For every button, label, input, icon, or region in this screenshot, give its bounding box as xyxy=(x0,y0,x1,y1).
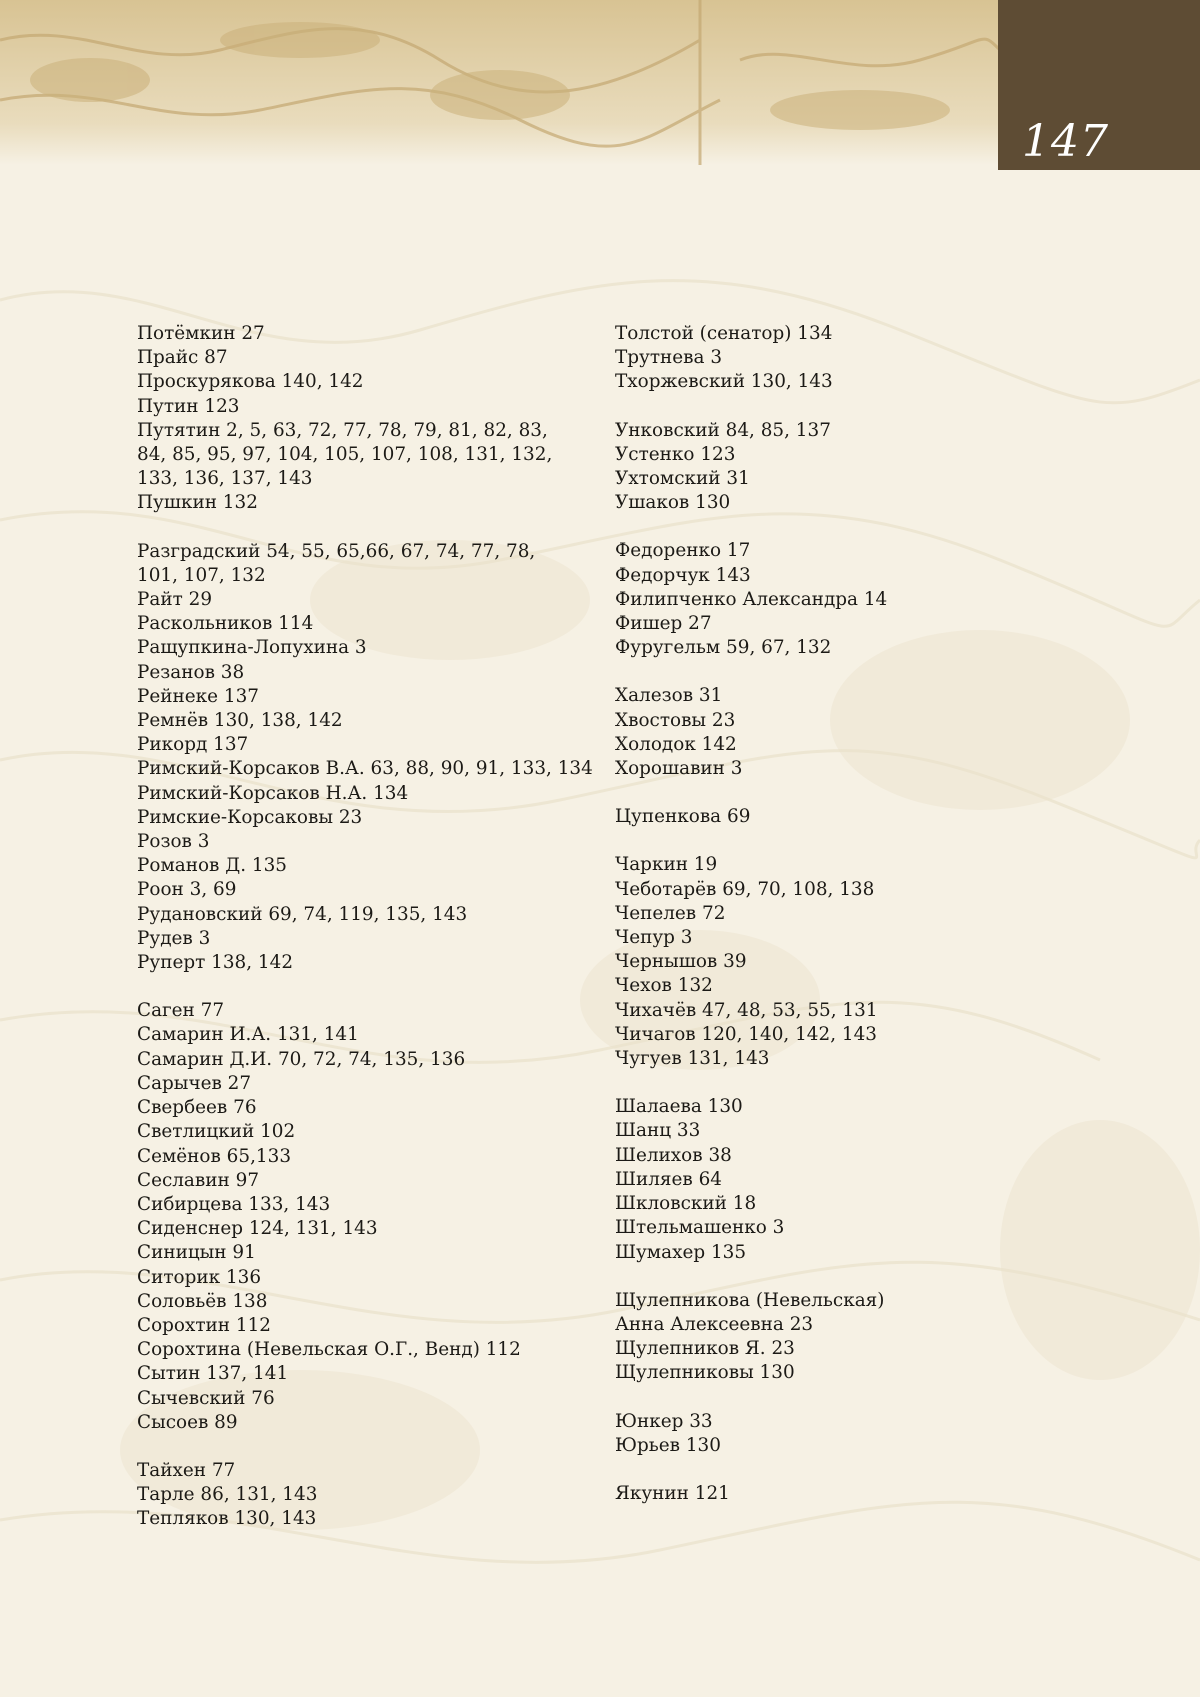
index-entry: Сеславин 97 xyxy=(137,1169,260,1191)
index-entry: Федорчук 143 xyxy=(615,564,751,586)
index-group xyxy=(615,419,1085,516)
index-entry: Римский-Корсаков Н.А. 134 xyxy=(137,782,409,804)
index-group xyxy=(615,1289,1085,1386)
index-group xyxy=(137,540,607,976)
index-entry: Ушаков 130 xyxy=(615,492,731,514)
index-entry: Анна Алексеевна 23 xyxy=(615,1313,814,1335)
index-entry: Юрьев 130 xyxy=(615,1434,721,1456)
index-entry: Ращупкина-Лопухина 3 xyxy=(137,637,367,659)
index-group xyxy=(615,853,1085,1071)
index-entry: Щулепникова (Невельская) xyxy=(615,1289,885,1311)
index-entry: Юнкер 33 xyxy=(615,1410,713,1432)
index-entry: Синицын 91 xyxy=(137,1242,256,1264)
index-entry: Разградский 54, 55, 65,66, 67, 74, 77, 78, xyxy=(137,540,536,562)
index-entry: Сысоев 89 xyxy=(137,1411,238,1433)
index-entry: Фишер 27 xyxy=(615,613,712,635)
index-entry: Райт 29 xyxy=(137,589,213,611)
index-entry: Романов Д. 135 xyxy=(137,855,287,877)
index-entry: Устенко 123 xyxy=(615,443,736,465)
index-entry: Римские-Корсаковы 23 xyxy=(137,806,363,828)
index-entry: Пушкин 132 xyxy=(137,492,258,514)
index-entry: 133, 136, 137, 143 xyxy=(137,468,313,490)
index-entry: Федоренко 17 xyxy=(615,540,751,562)
index-group xyxy=(615,1410,1085,1458)
index-entry: Толстой (сенатор) 134 xyxy=(615,323,833,344)
index-entry: Трутнева 3 xyxy=(615,347,723,369)
index-entry: Сарычев 27 xyxy=(137,1072,252,1094)
index-entry: Щулепниковы 130 xyxy=(615,1362,795,1384)
index-entry: Рикорд 137 xyxy=(137,734,249,756)
index-entry: Рудановский 69, 74, 119, 135, 143 xyxy=(137,903,468,925)
index-entry: Унковский 84, 85, 137 xyxy=(615,419,831,441)
page-number: 147 xyxy=(1022,116,1109,167)
index-entry: Рудев 3 xyxy=(137,927,211,949)
index-entry: Сытин 137, 141 xyxy=(137,1363,289,1385)
index-entry: Путятин 2, 5, 63, 72, 77, 78, 79, 81, 82, 83, xyxy=(137,419,548,441)
index-entry: Хорошавин 3 xyxy=(615,758,743,780)
index-entry: Холодок 142 xyxy=(615,733,737,755)
index-entry: Светлицкий 102 xyxy=(137,1121,296,1143)
index-entry: Щулепников Я. 23 xyxy=(615,1338,795,1360)
index-entry: Соловьёв 138 xyxy=(137,1290,268,1312)
index-entry: Чепелев 72 xyxy=(615,902,726,924)
index-entry: Сорохтина (Невельская О.Г., Венд) 112 xyxy=(137,1339,521,1361)
index-group xyxy=(615,322,1085,395)
index-entry: Сычевский 76 xyxy=(137,1387,275,1409)
index-entry: Раскольников 114 xyxy=(137,613,314,635)
index-group xyxy=(615,684,1085,781)
index-entry: Чеботарёв 69, 70, 108, 138 xyxy=(615,878,875,900)
index-entry: Ситорик 136 xyxy=(137,1266,262,1288)
index-entry: Шумахер 135 xyxy=(615,1241,747,1263)
index-entry: Тарле 86, 131, 143 xyxy=(137,1484,318,1506)
index-entry: Прайс 87 xyxy=(137,347,228,369)
index-column-left xyxy=(137,322,607,1556)
index-column-right xyxy=(615,322,1085,1530)
index-entry: Хвостовы 23 xyxy=(615,709,736,731)
index-entry: Филипченко Александра 14 xyxy=(615,588,888,610)
index-entry: Шкловский 18 xyxy=(615,1193,757,1215)
index-entry: Шелихов 38 xyxy=(615,1144,732,1166)
index-entry: Тепляков 130, 143 xyxy=(137,1508,317,1530)
index-entry: Штельмашенко 3 xyxy=(615,1217,785,1239)
index-entry: Якунин 121 xyxy=(615,1482,730,1504)
index-group xyxy=(137,322,607,516)
index-entry: Саген 77 xyxy=(137,1000,225,1022)
index-entry: Потёмкин 27 xyxy=(137,323,265,344)
index-entry: Проскурякова 140, 142 xyxy=(137,371,364,393)
index-entry: Шанц 33 xyxy=(615,1120,701,1142)
index-entry: Тхоржевский 130, 143 xyxy=(615,371,833,393)
index-entry: Самарин И.А. 131, 141 xyxy=(137,1024,359,1046)
index-entry: Цупенкова 69 xyxy=(615,806,751,828)
index-entry: Римский-Корсаков В.А. 63, 88, 90, 91, 133, 134 xyxy=(137,758,593,780)
index-entry: Чичагов 120, 140, 142, 143 xyxy=(615,1023,877,1045)
index-entry: Чугуев 131, 143 xyxy=(615,1048,770,1070)
index-entry: Сибирцева 133, 143 xyxy=(137,1193,331,1215)
index-group xyxy=(615,805,1085,829)
index-entry: Фуругельм 59, 67, 132 xyxy=(615,637,832,659)
index-entry: Чихачёв 47, 48, 53, 55, 131 xyxy=(615,999,878,1021)
index-entry: Сорохтин 112 xyxy=(137,1314,271,1336)
index-entry: Сиденснер 124, 131, 143 xyxy=(137,1218,378,1240)
index-entry: Роон 3, 69 xyxy=(137,879,237,901)
index-entry: 84, 85, 95, 97, 104, 105, 107, 108, 131, 132, xyxy=(137,444,553,466)
index-entry: Семёнов 65,133 xyxy=(137,1145,292,1167)
index-group xyxy=(615,1095,1085,1264)
index-entry: Чернышов 39 xyxy=(615,951,747,973)
index-entry: Резанов 38 xyxy=(137,661,245,683)
index-entry: Ремнёв 130, 138, 142 xyxy=(137,710,343,732)
index-entry: Рейнеке 137 xyxy=(137,685,259,707)
index-entry: Ухтомский 31 xyxy=(615,468,750,490)
index-entry: Чехов 132 xyxy=(615,975,713,997)
index-group xyxy=(137,1459,607,1532)
index-entry: Тайхен 77 xyxy=(137,1459,236,1481)
index-entry: Халезов 31 xyxy=(615,685,723,707)
index-entry: Руперт 138, 142 xyxy=(137,952,294,974)
index-entry: Самарин Д.И. 70, 72, 74, 135, 136 xyxy=(137,1048,466,1070)
index-entry: Шиляев 64 xyxy=(615,1168,723,1190)
index-entry: Розов 3 xyxy=(137,831,210,853)
index-group xyxy=(615,1482,1085,1506)
index-entry: 101, 107, 132 xyxy=(137,564,266,586)
index-entry: Чепур 3 xyxy=(615,927,693,949)
index-entry: Шалаева 130 xyxy=(615,1096,743,1118)
index-entry: Путин 123 xyxy=(137,395,240,417)
index-group xyxy=(615,539,1085,660)
index-entry: Свербеев 76 xyxy=(137,1097,257,1119)
index-group xyxy=(137,999,607,1435)
index-entry: Чаркин 19 xyxy=(615,854,718,876)
